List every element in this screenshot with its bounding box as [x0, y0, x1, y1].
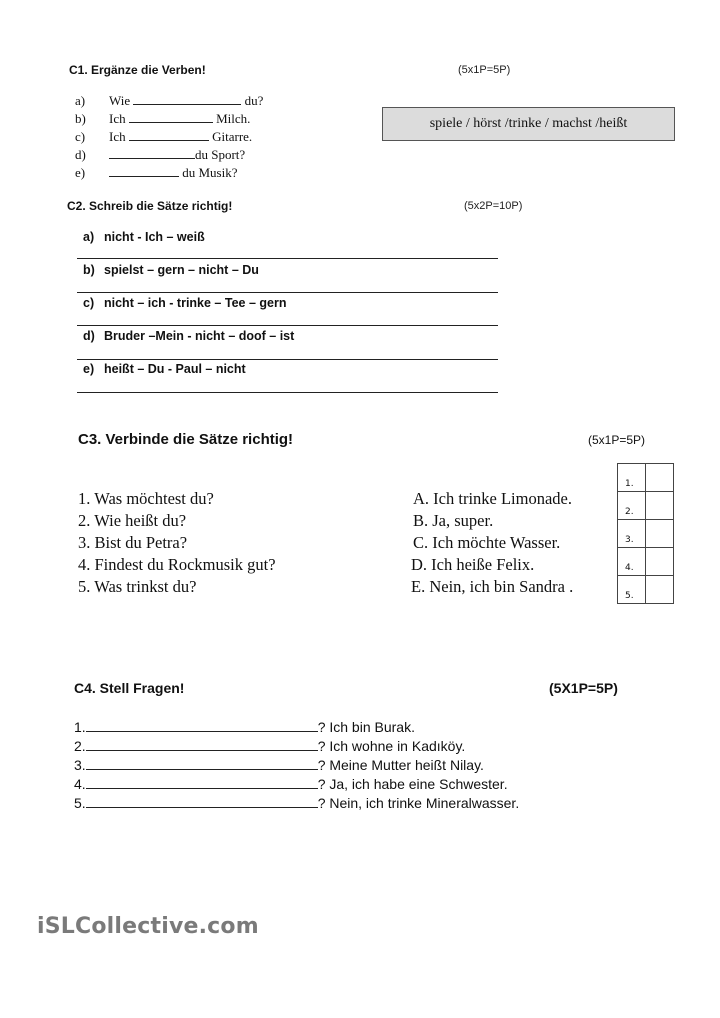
answer-blank[interactable] [133, 92, 241, 105]
c3-title: C3. Verbinde die Sätze richtig! [78, 431, 294, 448]
question-blank[interactable] [86, 755, 318, 770]
c1-points: (5x1P=5P) [458, 64, 511, 76]
question-blank[interactable] [86, 774, 318, 789]
c4-points: (5X1P=5P) [549, 680, 618, 696]
question-item: 2. Wie heißt du? [78, 511, 187, 530]
given-answer: ? Ich bin Burak. [317, 719, 415, 735]
c2-item-a [83, 230, 205, 244]
answer-item: E. Nein, ich bin Sandra . [411, 577, 574, 596]
item-letter: d) [83, 329, 95, 343]
scrambled-words: nicht - Ich – weiß [104, 230, 205, 244]
item-text-after: du Musik? [179, 165, 238, 180]
answer-line[interactable] [77, 392, 498, 393]
c4-item [74, 755, 484, 775]
c1-title: C1. Ergänze die Verben! [69, 63, 206, 77]
c4-title: C4. Stell Fragen! [74, 680, 185, 696]
c4-item [74, 793, 519, 813]
matching-row [618, 464, 674, 492]
answer-cell[interactable] [646, 464, 674, 492]
row-number: 3. [618, 520, 646, 548]
item-letter: a) [83, 230, 95, 244]
answer-line[interactable] [77, 359, 498, 360]
item-number: 1. [74, 719, 86, 735]
question-item: 4. Findest du Rockmusik gut? [78, 555, 276, 574]
item-text-before: Wie [109, 93, 134, 108]
answer-cell[interactable] [646, 548, 674, 576]
site-watermark: iSLCollective.com [37, 914, 259, 939]
c2-item-c [83, 296, 286, 310]
item-number: 5. [74, 795, 86, 811]
matching-row [618, 520, 674, 548]
matching-table [617, 463, 674, 604]
row-number: 4. [618, 548, 646, 576]
item-number: 3. [74, 757, 86, 773]
question-item: 3. Bist du Petra? [78, 533, 188, 552]
question-blank[interactable] [86, 736, 318, 751]
answer-cell[interactable] [646, 520, 674, 548]
c4-item [74, 736, 465, 756]
scrambled-words: spielst – gern – nicht – Du [104, 263, 259, 277]
c2-item-e [83, 362, 246, 376]
answer-line[interactable] [77, 258, 498, 259]
c4-item [74, 774, 508, 794]
answer-item: D. Ich heiße Felix. [411, 555, 535, 574]
matching-row [618, 492, 674, 520]
item-letter: e) [75, 165, 86, 180]
question-blank[interactable] [86, 717, 318, 732]
row-number: 2. [618, 492, 646, 520]
answer-item: B. Ja, super. [413, 511, 494, 530]
c3-points: (5x1P=5P) [588, 433, 646, 447]
c2-points: (5x2P=10P) [464, 200, 523, 212]
answer-blank[interactable] [109, 164, 179, 177]
item-text-before: Ich [109, 129, 129, 144]
answer-blank[interactable] [129, 110, 213, 123]
item-letter: e) [83, 362, 95, 376]
answer-blank[interactable] [129, 128, 209, 141]
item-text-after: du? [241, 93, 264, 108]
c2-item-d [83, 329, 294, 343]
given-answer: ? Meine Mutter heißt Nilay. [317, 757, 484, 773]
answer-line[interactable] [77, 325, 498, 326]
given-answer: ? Nein, ich trinke Mineralwasser. [317, 795, 520, 811]
row-number: 1. [618, 464, 646, 492]
item-text-before: Ich [109, 111, 129, 126]
item-number: 2. [74, 738, 86, 754]
word-bank-box: spiele / hörst /trinke / machst /heißt [382, 107, 675, 141]
matching-row [618, 576, 674, 604]
item-letter: b) [83, 263, 95, 277]
answer-item: A. Ich trinke Limonade. [413, 489, 572, 508]
item-text-after: Gitarre. [208, 129, 253, 144]
item-letter: b) [75, 111, 86, 126]
question-item: 5. Was trinkst du? [78, 577, 197, 596]
scrambled-words: nicht – ich - trinke – Tee – gern [104, 296, 287, 310]
item-text-after: du Sport? [195, 147, 246, 162]
answer-blank[interactable] [109, 146, 195, 159]
question-blank[interactable] [86, 793, 318, 808]
item-letter: d) [75, 147, 86, 162]
item-letter: a) [75, 93, 86, 108]
given-answer: ? Ja, ich habe eine Schwester. [317, 776, 508, 792]
item-text-after: Milch. [212, 111, 251, 126]
c4-item [74, 717, 415, 737]
answer-cell[interactable] [646, 492, 674, 520]
item-letter: c) [75, 129, 86, 144]
item-number: 4. [74, 776, 86, 792]
answer-cell[interactable] [646, 576, 674, 604]
answer-line[interactable] [77, 292, 498, 293]
question-item: 1. Was möchtest du? [78, 489, 214, 508]
row-number: 5. [618, 576, 646, 604]
c2-title: C2. Schreib die Sätze richtig! [67, 199, 233, 213]
matching-row [618, 548, 674, 576]
c2-item-b [83, 263, 259, 277]
scrambled-words: heißt – Du - Paul – nicht [104, 362, 246, 376]
item-letter: c) [83, 296, 95, 310]
given-answer: ? Ich wohne in Kadıköy. [317, 738, 466, 754]
answer-item: C. Ich möchte Wasser. [413, 533, 561, 552]
scrambled-words: Bruder –Mein - nicht – doof – ist [104, 329, 295, 343]
